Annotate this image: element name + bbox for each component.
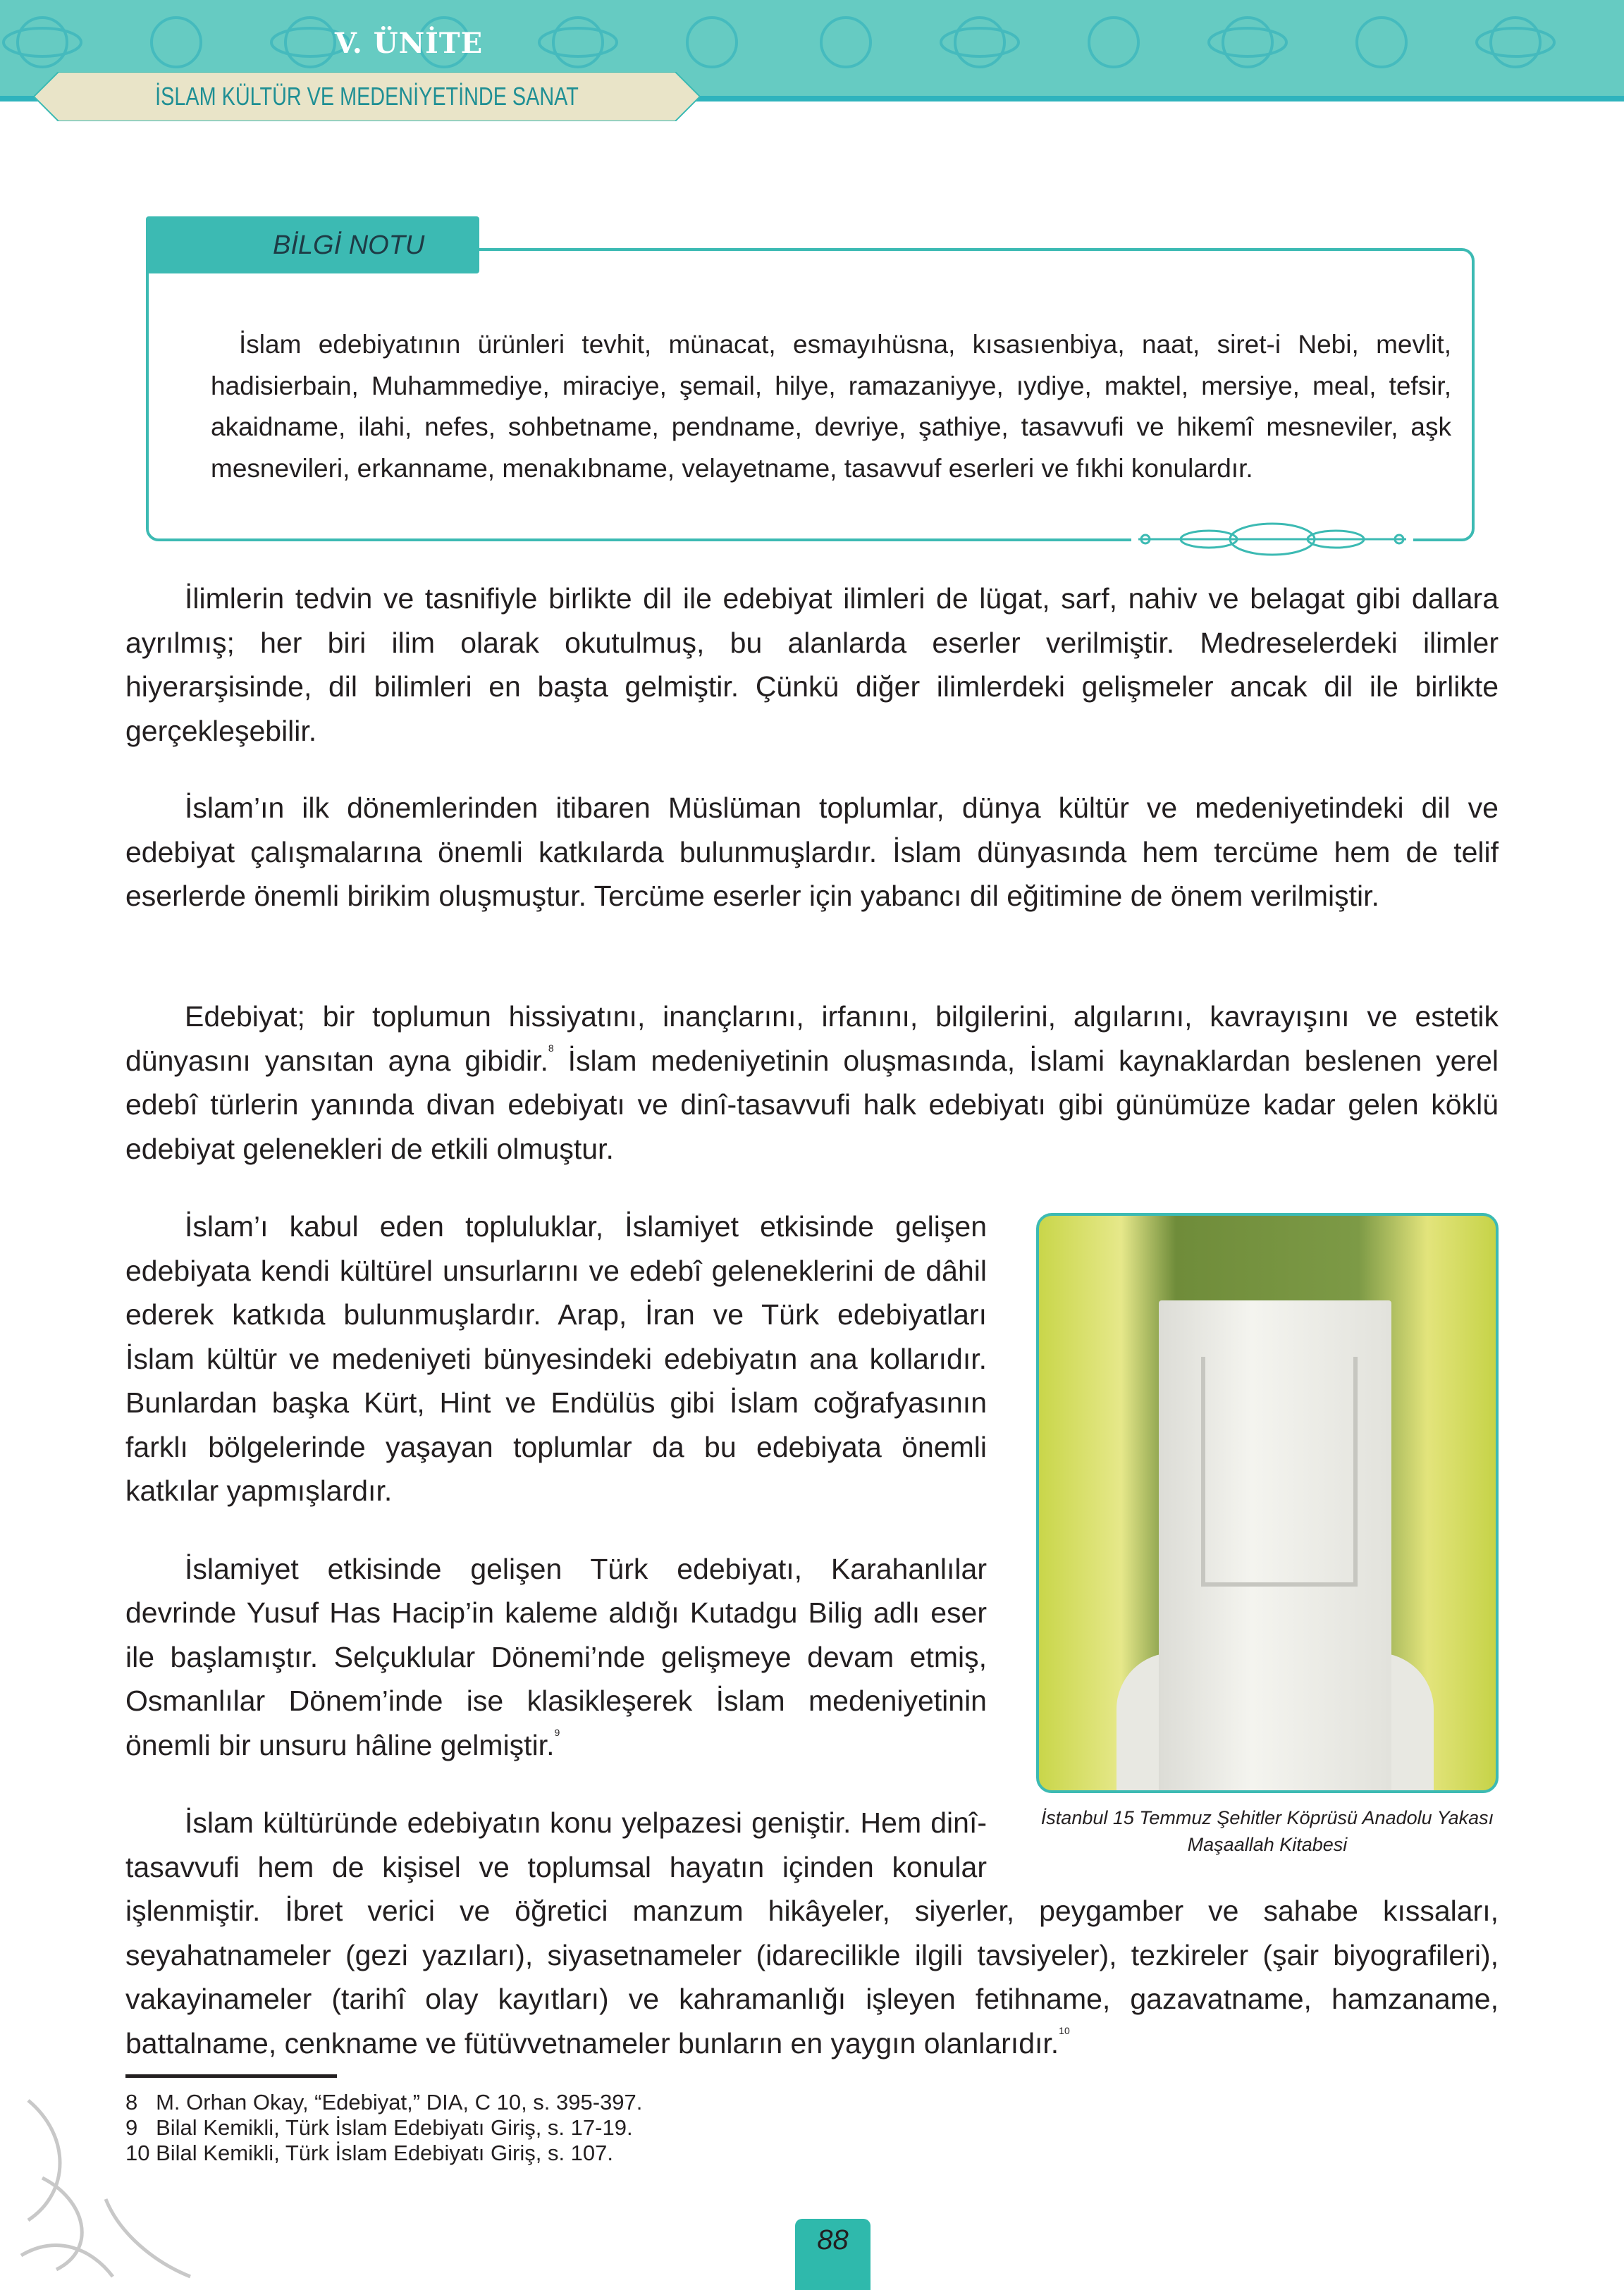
figure — [1036, 1213, 1499, 1858]
footnote-9: 9 Bilal Kemikli, Türk İslam Edebiyatı Giriş, s. 17-19. — [125, 2115, 633, 2140]
footnote-ref-8[interactable]: 8 — [548, 1042, 554, 1054]
body-flow — [125, 1205, 1499, 2099]
paragraph-3 — [125, 995, 1499, 1171]
section-title: İSLAM KÜLTÜR VE MEDENİYETİNDE SANAT — [155, 82, 579, 111]
figure-caption: İstanbul 15 Temmuz Şehitler Köprüsü Anadolu Yakası Maşaallah Kitabesi — [1040, 1807, 1494, 1855]
footnote-ref-10[interactable]: 10 — [1059, 2024, 1070, 2036]
paragraph-2: İslam’ın ilk dönemlerinden itibaren Müslüman toplumlar, dünya kültür ve medeniyetindeki dil ve edebiyat çalışmalarına önemli katkılarda bulunmuşlardır. İslam dünyasında hem tercüme hem de telif eserlerde önemli birikim oluşmuştur. Tercüme eserler için yabancı dil eğitimine de önem verilmiştir. — [125, 792, 1499, 912]
paragraph-3-text: Edebiyat; bir toplumun hissiyatını, inançlarını, irfanını, bilgilerini, algılarını, kavrayışını ve estetik dünyasını yansıtan ayna gibidir. — [125, 1000, 1499, 1077]
kitabe-photo — [1036, 1213, 1499, 1793]
page-number: 88 — [817, 2224, 849, 2255]
footnote-ref-9[interactable]: 9 — [554, 1726, 560, 1738]
flourish-ornament-icon — [1131, 518, 1413, 560]
paragraph-1: İlimlerin tedvin ve tasnifiyle birlikte dil ile edebiyat ilimleri de lügat, sarf, nahiv ve belagat gibi dallara ayrılmış; her biri ilim olarak okutulmuş, bu alanlarda eserler verilmiştir. Medreselerdeki ilimler hiyerarşisinde, dil bilimleri en başta gelmiştir. Çünkü diğer ilimlerdeki gelişmeler ancak dil ile birlikte gerçekleşebilir. — [125, 582, 1499, 747]
corner-flourish-icon — [14, 2093, 197, 2284]
footnote-10: 10 Bilal Kemikli, Türk İslam Edebiyatı Giriş, s. 107. — [125, 2141, 614, 2165]
info-note-label: BİLGİ NOTU — [273, 230, 425, 260]
footnote-8: 8 M. Orhan Okay, “Edebiyat,” DIA, C 10, s. 395-397. — [125, 2090, 643, 2114]
kufic-calligraphy — [1201, 1357, 1358, 1587]
paragraph-6-text: İslam kültüründe edebiyatın konu yelpazesi geniştir. Hem dinî-tasavvufi hem de kişisel ve toplumsal hayatın içinden konular işlenmiştir. İbret verici ve öğretici manzum hikâyeler, siyerler, peygamber ve sahabe kıssaları, seyahatnameler (gezi yazıları), siyasetnameler (idarecilikle ilgili tavsiyeler), tezkireler (şair biyografileri), vakayinameler (tarihî olay kayıtları) ve kahramanlığı işleyen fetihname, gazavatname, hamzaname, battalname, cenkname ve fütüvvetnameler bunların en yaygın olanlarıdır. — [125, 1806, 1499, 2060]
info-note-text: İslam edebiyatının ürünleri tevhit, münacat, esmayıhüsna, kısasıenbiya, naat, siret-i Nebi, mevlit, hadisierbain, Muhammediye, miraciye, şemail, hilye, ramazaniyye, ıydiye, maktel, mersiye, meal, tefsir, akaidname, ilahi, nefes, sohbetname, pendname, devriye, şathiye, tasavvufi ve hikemî mesneviler, aşk mesnevileri, erkanname, menakıbname, velayetname, tasavvuf eserleri ve fıkhi konulardır. — [211, 330, 1451, 483]
page-number-tab — [795, 2219, 871, 2290]
paragraph-3-rest: İslam medeniyetinin oluşmasında, İslami kaynaklardan beslenen yerel edebî türlerin yanında divan edebiyatı ve dinî-tasavvufi halk edebiyatı gibi günümüze kadar gelen köklü edebiyat gelenekleri de etkili olmuştur. — [125, 1044, 1499, 1165]
info-note-box — [146, 248, 1475, 541]
unit-title: V. ÜNİTE — [334, 27, 484, 60]
paragraph-4: İslam’ı kabul eden topluluklar, İslamiyet etkisinde gelişen edebiyata kendi kültürel unsurlarını ve edebî geleneklerini de dâhil ederek katkıda bulunmuşlardır. Arap, İran ve Türk edebiyatları İslam kültür ve medeniyeti bünyesindeki edebiyatın ana kollarıdır. Bunlardan başka Kürt, Hint ve Endülüs gibi İslam coğrafyasının farklı bölgelerinde yaşayan toplumlar da bu edebiyata önemli katkılar yapmışlardır. — [125, 1210, 987, 1507]
info-note-tab — [146, 216, 479, 273]
footnote-divider — [125, 2074, 337, 2078]
paragraph-5-text: İslamiyet etkisinde gelişen Türk edebiyatı, Karahanlılar devrinde Yusuf Has Hacip’in kaleme aldığı Kutadgu Bilig adlı eser ile başlamıştır. Selçuklular Dönemi’nde gelişmeye devam etmiş, Osmanlılar Dönem’inde ise klasikleşerek İslam medeniyetinin önemli bir unsuru hâline gelmiştir. — [125, 1552, 987, 1761]
